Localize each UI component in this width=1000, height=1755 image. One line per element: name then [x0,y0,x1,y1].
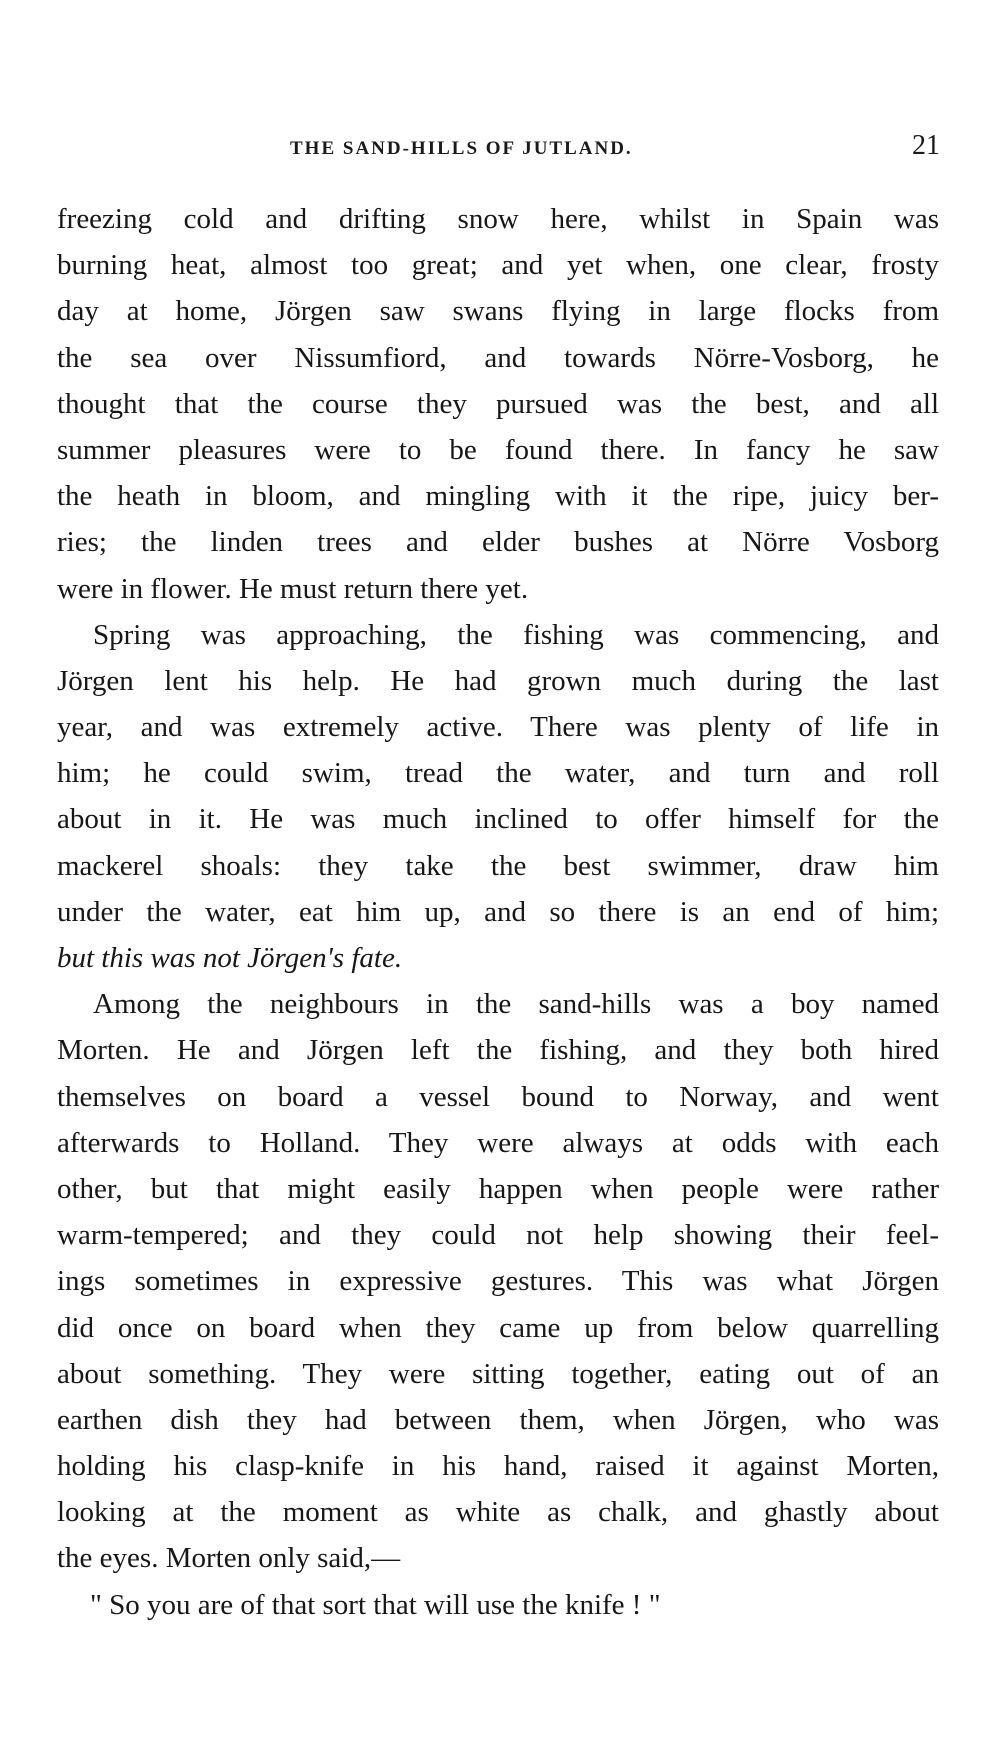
text-line: burning heat, almost too great; and yet when, one clear, frosty [57,249,939,282]
text-line: afterwards to Holland. They were always at odds with each [57,1126,939,1159]
text-line: freezing cold and drifting snow here, whilst in Spain was [57,203,939,235]
text-line: ings sometimes in expressive gestures. This was what Jörgen [57,1265,939,1298]
text-line: did once on board when they came up from below quarrelling [57,1311,939,1344]
text-line: other, but that might easily happen when people were rather [57,1172,939,1205]
text-line: the heath in bloom, and mingling with it the ripe, juicy ber- [57,480,939,513]
text-line: earthen dish they had between them, when Jörgen, who was [57,1403,939,1436]
text-line: under the water, eat him up, and so there is an end of him; [57,895,939,928]
text-line: looking at the moment as white as chalk, and ghastly about [57,1496,939,1529]
text-line: Among the neighbours in the sand-hills was a boy named [93,988,939,1021]
text-line: themselves on board a vessel bound to Norway, and went [57,1080,939,1113]
text-line: summer pleasures were to be found there. In fancy he saw [57,433,939,466]
text-line: were in flower. He must return there yet. [57,572,529,605]
text-line: thought that the course they pursued was the best, and all [57,387,939,420]
text-line: but this was not Jörgen's fate. [57,942,403,974]
text-line: Jörgen lent his help. He had grown much during the last [57,664,939,697]
text-line: Morten. He and Jörgen left the fishing, and they both hired [57,1034,939,1067]
page-number: 21 [912,130,940,161]
text-line: him; he could swim, tread the water, and turn and roll [57,757,939,790]
text-line: year, and was extremely active. There was plenty of life in [57,711,939,744]
quotation-line: " So you are of that sort that will use the knife ! " [90,1588,661,1621]
text-line: holding his clasp-knife in his hand, raised it against Morten, [57,1450,939,1483]
text-line: warm-tempered; and they could not help showing their feel- [57,1219,939,1252]
running-head-title: THE SAND-HILLS OF JUTLAND. [290,138,633,159]
body-text [57,196,939,1628]
text-line: about in it. He was much inclined to offer himself for the [57,803,939,836]
text-line: ries; the linden trees and elder bushes at Nörre Vosborg [57,526,939,559]
text-line: the eyes. Morten only said,— [57,1542,401,1575]
text-line: mackerel shoals: they take the best swimmer, draw him [57,849,939,882]
text-line: the sea over Nissumfiord, and towards Nörre-Vosborg, he [57,341,939,374]
text-line: about something. They were sitting together, eating out of an [57,1357,939,1390]
text-line: Spring was approaching, the fishing was commencing, and [93,618,939,651]
text-line: day at home, Jörgen saw swans flying in large flocks from [57,295,939,328]
